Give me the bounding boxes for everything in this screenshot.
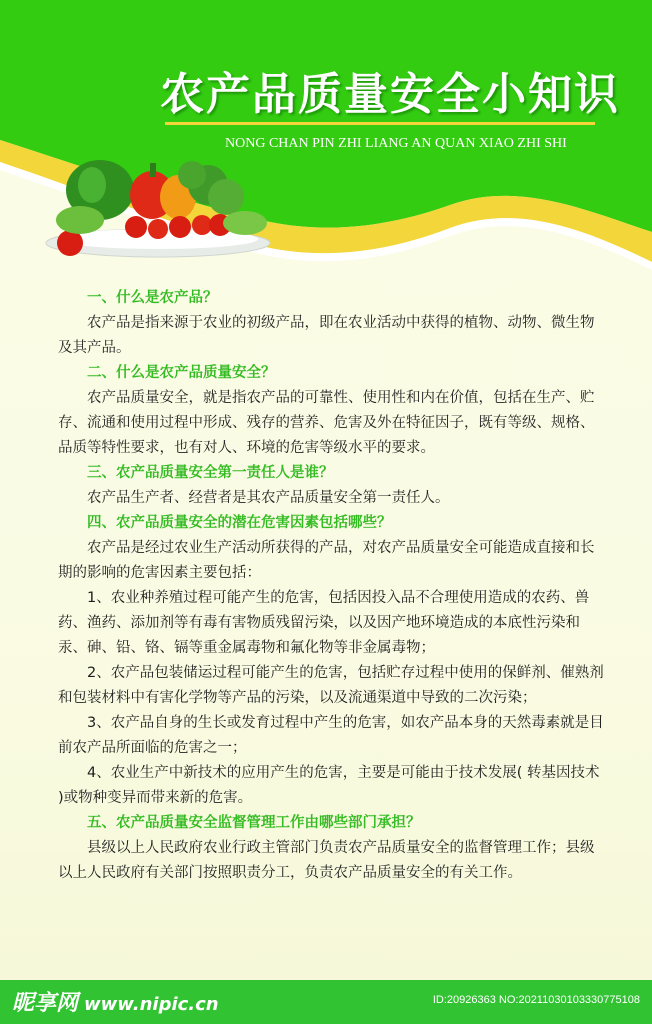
- section-paragraph: 农产品生产者、经营者是其农产品质量安全第一责任人。: [87, 490, 450, 506]
- section-paragraph: 2、农产品包装储运过程可能产生的危害，包括贮存过程中使用的保鲜剂、催熟剂和包装材料中有害化学物等产品的污染，以及流通渠道中导致的二次污染；: [58, 665, 604, 706]
- section-paragraph: 3、农产品自身的生长或发育过程中产生的危害，如农产品本身的天然毒素就是目前农产品所面临的危害之一；: [58, 715, 604, 756]
- page-subtitle-pinyin: NONG CHAN PIN ZHI LIANG AN QUAN XIAO ZHI SHI: [225, 136, 567, 151]
- page-title: 农产品质量安全小知识: [160, 69, 620, 120]
- section-1: [58, 286, 606, 361]
- section-heading: 四、农产品质量安全的潜在危害因素包括哪些？: [87, 515, 392, 531]
- watermark-url: www.nipic.cn: [84, 994, 219, 1015]
- section-paragraph: 农产品是指来源于农业的初级产品，即在农业活动中获得的植物、动物、微生物及其产品。: [58, 315, 595, 356]
- section-heading: 五、农产品质量安全监督管理工作由哪些部门承担？: [87, 815, 421, 831]
- image-id-text: ID:20926363 NO:20211030103330775108: [432, 994, 640, 1006]
- footer-bar: [0, 980, 652, 1024]
- section-2: [58, 361, 606, 461]
- section-4: [58, 511, 606, 811]
- section-paragraph: 县级以上人民政府农业行政主管部门负责农产品质量安全的监督管理工作；县级以上人民政府有关部门按照职责分工，负责农产品质量安全的有关工作。: [58, 840, 595, 881]
- section-paragraph: 4、农业生产中新技术的应用产生的危害，主要是可能由于技术发展( 转基因技术 )或物种变异而带来新的危害。: [58, 765, 600, 806]
- title-underline: [165, 122, 595, 125]
- section-paragraph: 1、农业种养殖过程可能产生的危害，包括因投入品不合理使用造成的农药、兽药、渔药、添加剂等有毒有害物质残留污染，以及因产地环境造成的本底性污染和汞、砷、铅、铬、镉等重金属毒物和氟化物等非金属毒物；: [58, 590, 590, 656]
- section-heading: 二、什么是农产品质量安全？: [87, 365, 276, 381]
- watermark-logo-text: 昵享网: [12, 991, 79, 1016]
- section-heading: 三、农产品质量安全第一责任人是谁？: [87, 465, 334, 481]
- section-heading: 一、什么是农产品？: [87, 290, 218, 306]
- section-paragraph: 农产品是经过农业生产活动所获得的产品，对农产品质量安全可能造成直接和长期的影响的危害因素主要包括：: [58, 540, 595, 581]
- section-paragraph: 农产品质量安全，就是指农产品的可靠性、使用性和内在价值，包括在生产、贮存、流通和使用过程中形成、残存的营养、危害及外在特征因子，既有等级、规格、品质等特性要求，也有对人、环境的危害等级水平的要求。: [58, 390, 595, 456]
- section-3: [58, 461, 606, 511]
- section-5: [58, 811, 606, 886]
- watermark-logo: [12, 986, 219, 1017]
- vegetable-plate-image: [40, 145, 280, 270]
- article-content: [58, 286, 606, 886]
